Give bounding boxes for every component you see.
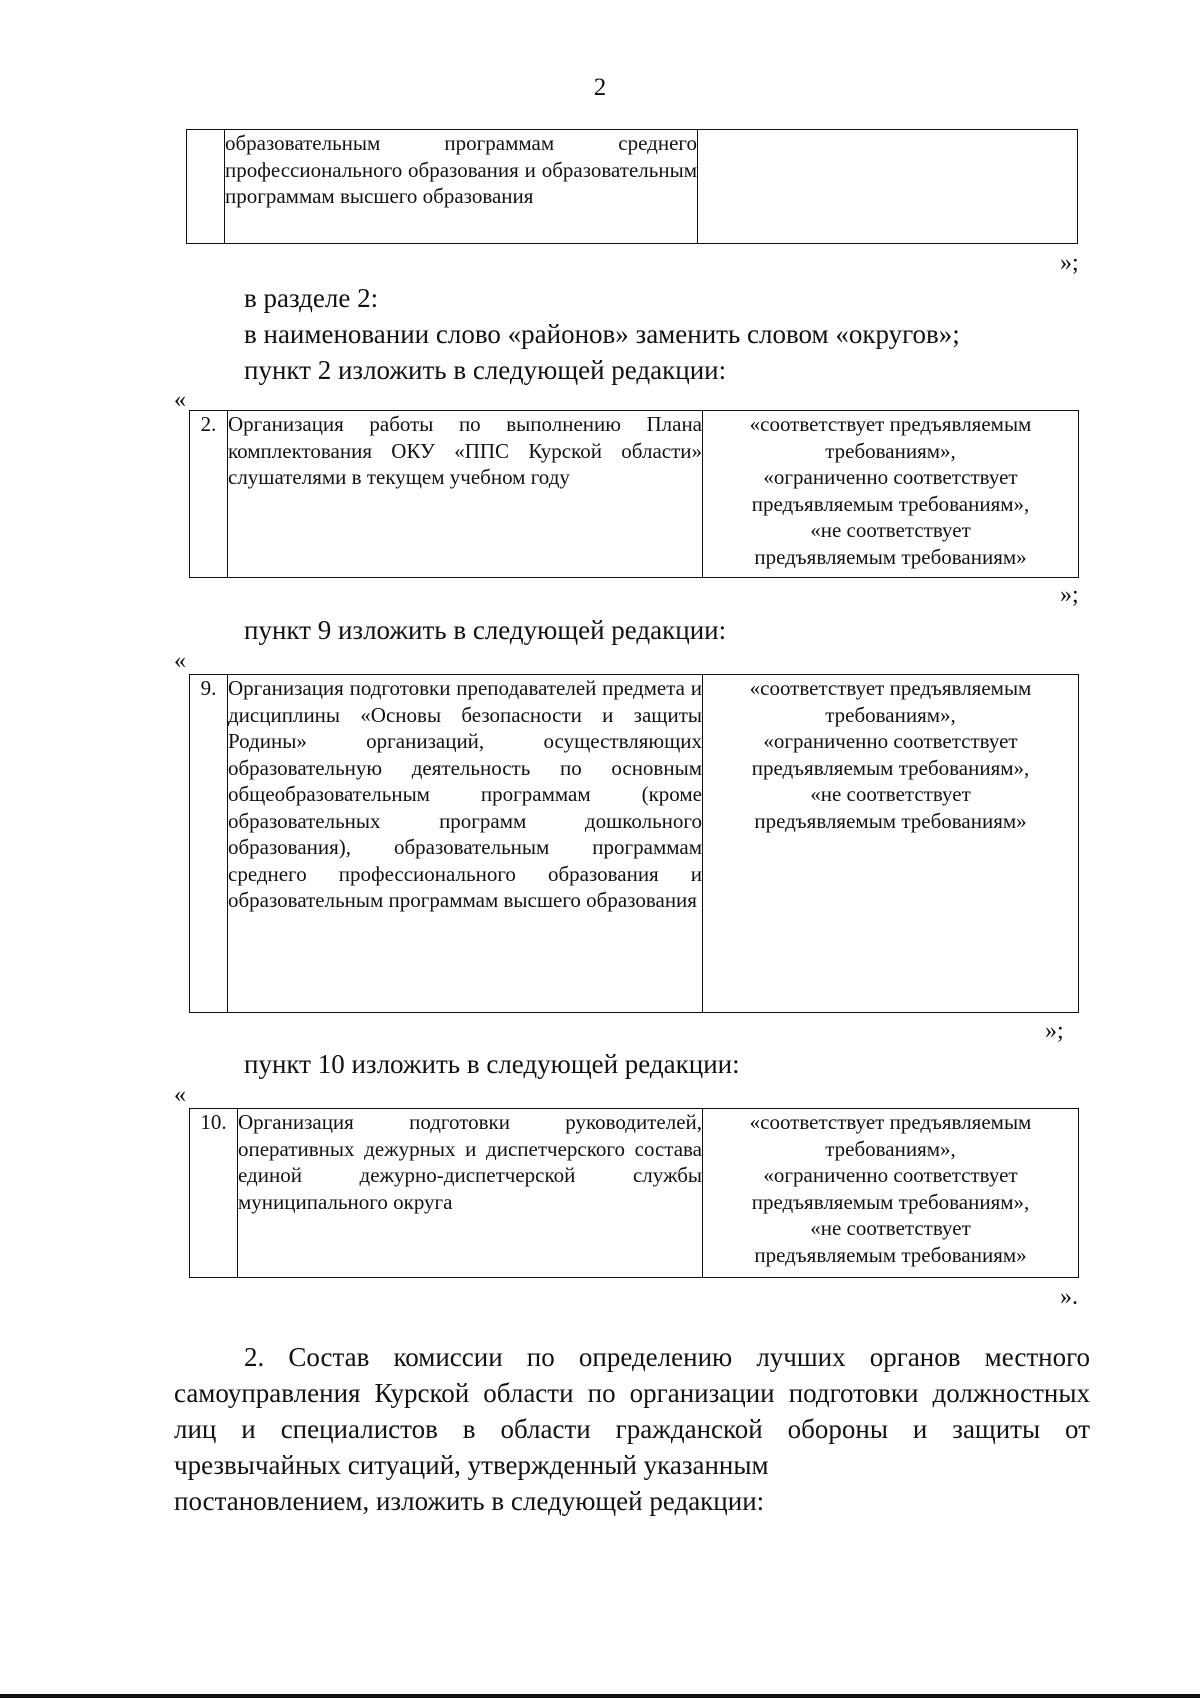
status-line: «не соответствует [810,782,971,806]
status-line: «не соответствует [810,1216,971,1240]
status-line: «соответствует предъявляемым [749,1110,1032,1134]
status-line: «соответствует предъявляемым [749,676,1032,700]
table-continuation [186,129,1078,244]
table-item-10 [189,1108,1079,1278]
close-quote: ». [1060,1284,1078,1310]
close-quote: »; [1060,250,1079,276]
paragraph-2-last-line: постановлением, изложить в следующей редакции: [174,1486,765,1516]
status-line: предъявляемым требованиям» [754,1242,1027,1267]
close-quote: »; [1045,1018,1064,1044]
row-number: 10. [190,1109,238,1278]
status-line: требованиям», [825,1136,956,1161]
item10-intro: пункт 10 изложить в следующей редакции: [244,1049,740,1079]
table-row [187,130,1078,244]
row-status [703,1109,1079,1278]
row-description: Организация подготовки преподавателей предмета и дисциплины «Основы безопасности и защиты Родины» организаций, осуществляющих образовательную деятельность по основным общеобразовательным программам (кроме образовательных программ дошкольного образования), образовательным программам среднего профессионального образования и образовательным программам высшего образования [228,675,703,1013]
status-line: предъявляемым требованиям» [754,808,1027,833]
table-row [190,1109,1079,1278]
status-line: «ограниченно соответствует [763,1163,1018,1187]
row-number-cell [187,130,225,244]
rename-instruction: в наименовании слово «районов» заменить словом «округов»; [244,319,960,349]
open-quote: « [174,1082,186,1108]
scan-edge-line [0,1694,1200,1698]
row-description: Организация подготовки руководителей, оперативных дежурных и диспетчерского состава единой дежурно-диспетчерской службы муниципального округа [238,1109,703,1278]
status-line: «соответствует предъявляемым [749,412,1032,436]
status-line: предъявляемым требованиям», [751,491,1030,516]
table-item-9 [189,674,1079,1013]
row-description: Организация работы по выполнению Плана комплектования ОКУ «ППС Курской области» слушателями в текущем учебном году [228,411,703,578]
section2-heading: в разделе 2: [244,283,379,313]
row-status [703,675,1079,1013]
row-status-cell [698,130,1078,244]
item9-intro: пункт 9 изложить в следующей редакции: [244,615,727,645]
status-line: предъявляемым требованиям», [751,1189,1030,1214]
table-item-2 [189,410,1079,578]
status-line: «не соответствует [810,518,971,542]
open-quote: « [174,648,186,674]
status-line: «ограниченно соответствует [763,729,1018,753]
row-status [703,411,1079,578]
paragraph-2-body: 2. Состав комиссии по определению лучших органов местного самоуправления Курской области по организации подготовки должностных лиц и специалистов в области гражданской обороны и защиты от чрезвычайных ситуаций, утвержденный указанным [174,1342,1090,1480]
row-number: 2. [190,411,228,578]
page-number: 2 [593,74,607,101]
close-quote: »; [1060,582,1079,608]
paragraph-2 [174,1339,1090,1519]
status-line: предъявляемым требованиям» [754,544,1027,569]
status-line: «ограниченно соответствует [763,465,1018,489]
status-line: требованиям», [825,438,956,463]
row-number: 9. [190,675,228,1013]
status-line: требованиям», [825,702,956,727]
table-row [190,411,1079,578]
status-line: предъявляемым требованиям», [751,755,1030,780]
item2-intro: пункт 2 изложить в следующей редакции: [244,355,727,385]
table-row [190,675,1079,1013]
open-quote: « [174,387,186,413]
row-description: образовательным программам среднего профессионального образования и образовательным программам высшего образования [225,130,698,244]
